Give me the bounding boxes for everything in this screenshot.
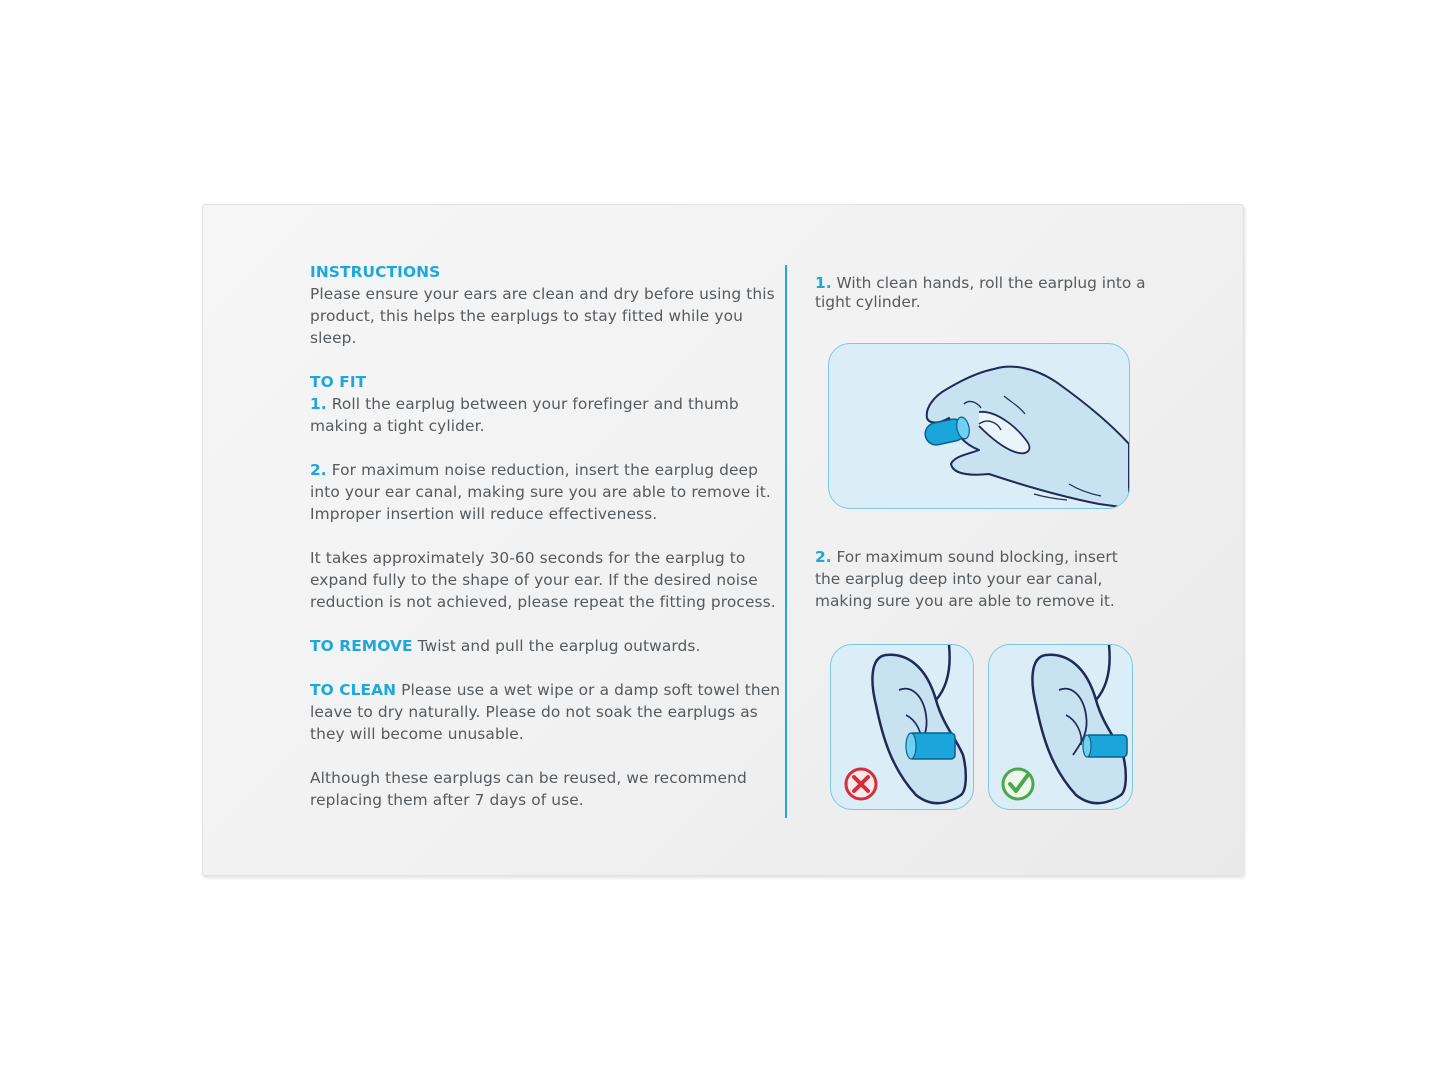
check-icon bbox=[1003, 769, 1033, 799]
instructions-section bbox=[310, 261, 785, 349]
illustration-step2-text: For maximum sound blocking, insert the earplug deep into your ear canal, making sure you are able to remove it. bbox=[815, 548, 1118, 610]
to-clean-section bbox=[310, 679, 785, 745]
instructions-intro: Please ensure your ears are clean and dry before using this product, this helps the earplugs to stay fitted while you sleep. bbox=[310, 285, 775, 347]
to-remove-section bbox=[310, 635, 785, 657]
illustration-step2 bbox=[815, 546, 1135, 612]
to-clean-heading: TO CLEAN bbox=[310, 681, 397, 699]
fit-step2-number: 2. bbox=[310, 461, 327, 479]
to-remove-text: Twist and pull the earplug outwards. bbox=[417, 637, 701, 655]
illustration-step2-number: 2. bbox=[815, 548, 832, 566]
fit-step1-text: Roll the earplug between your forefinger and thumb making a tight cylider. bbox=[310, 395, 739, 435]
to-remove-heading: TO REMOVE bbox=[310, 637, 413, 655]
instructions-heading: INSTRUCTIONS bbox=[310, 263, 441, 281]
to-clean-text: Please use a wet wipe or a damp soft towel then leave to dry naturally. Please do not soak the earplugs as they will become unusable. bbox=[310, 681, 781, 743]
fit-step2-text: For maximum noise reduction, insert the earplug deep into your ear canal, making sure you are able to remove it. Improper insertion will reduce effectiveness. bbox=[310, 461, 771, 523]
instructions-column bbox=[310, 261, 785, 811]
to-fit-section bbox=[310, 371, 785, 437]
illustration-step1 bbox=[815, 274, 1155, 312]
fit-step2 bbox=[310, 459, 785, 525]
illustration-step1-text: With clean hands, roll the earplug into a tight cylinder. bbox=[815, 274, 1146, 311]
hand-rolling-earplug-icon bbox=[828, 343, 1130, 509]
expand-note: It takes approximately 30-60 seconds for the earplug to expand fully to the shape of your ear. If the desired noise reduction is not achieved, please repeat the fitting process. bbox=[310, 549, 776, 611]
correct-insertion-panel bbox=[988, 644, 1133, 810]
reuse-note: Although these earplugs can be reused, we recommend replacing them after 7 days of use. bbox=[310, 769, 747, 809]
cross-icon bbox=[846, 769, 876, 799]
instruction-card bbox=[202, 204, 1244, 876]
illustration-step1-number: 1. bbox=[815, 274, 832, 292]
column-divider bbox=[785, 265, 787, 818]
fit-step1-number: 1. bbox=[310, 395, 327, 413]
to-fit-heading: TO FIT bbox=[310, 373, 367, 391]
incorrect-insertion-panel bbox=[830, 644, 974, 810]
